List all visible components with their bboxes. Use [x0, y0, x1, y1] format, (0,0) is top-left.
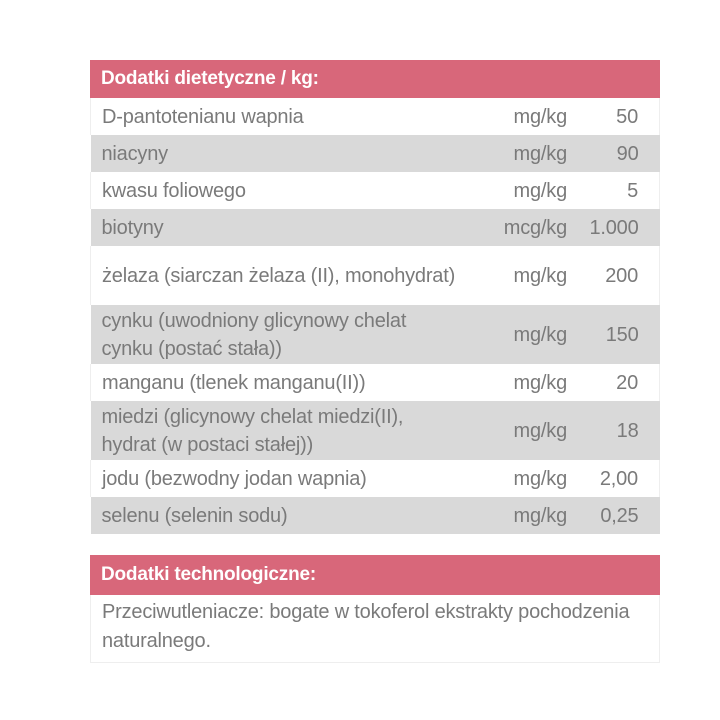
- ingredient-name: miedzi (glicynowy chelat miedzi(II), hydrat (w postaci stałej)): [91, 401, 458, 460]
- ingredient-unit: mg/kg: [457, 305, 581, 364]
- ingredient-unit: mg/kg: [457, 460, 581, 497]
- ingredient-unit: mg/kg: [457, 172, 581, 209]
- ingredient-name: selenu (selenin sodu): [91, 497, 458, 534]
- ingredient-value: 18: [581, 401, 660, 460]
- table-row: [91, 364, 660, 401]
- ingredient-name: cynku (uwodniony glicynowy chelat cynku (postać stała)): [91, 305, 458, 364]
- table-row: [91, 246, 660, 305]
- ingredient-unit: mg/kg: [457, 497, 581, 534]
- ingredient-unit: mg/kg: [457, 246, 581, 305]
- ingredient-name: niacyny: [91, 135, 458, 172]
- ingredient-unit: mcg/kg: [457, 209, 581, 246]
- ingredient-value: 50: [581, 98, 660, 135]
- ingredient-name: kwasu foliowego: [91, 172, 458, 209]
- technological-additives-panel: [90, 555, 660, 663]
- ingredient-name: manganu (tlenek manganu(II)): [91, 364, 458, 401]
- dietary-additives-header: Dodatki dietetyczne / kg:: [90, 60, 660, 98]
- ingredient-value: 90: [581, 135, 660, 172]
- ingredient-name: jodu (bezwodny jodan wapnia): [91, 460, 458, 497]
- ingredient-value: 20: [581, 364, 660, 401]
- table-row: [91, 460, 660, 497]
- table-row: [91, 209, 660, 246]
- ingredient-name: D-pantotenianu wapnia: [91, 98, 458, 135]
- ingredient-value: 150: [581, 305, 660, 364]
- ingredient-value: 2,00: [581, 460, 660, 497]
- table-row: [91, 98, 660, 135]
- ingredient-unit: mg/kg: [457, 135, 581, 172]
- ingredient-unit: mg/kg: [457, 401, 581, 460]
- table-row: [91, 172, 660, 209]
- technological-additives-header: Dodatki technologiczne:: [90, 555, 660, 595]
- dietary-additives-table: [90, 98, 660, 534]
- ingredient-name: żelaza (siarczan żelaza (II), monohydrat): [91, 246, 458, 305]
- ingredient-unit: mg/kg: [457, 98, 581, 135]
- table-row: [91, 135, 660, 172]
- table-row: [91, 305, 660, 364]
- table-row: [91, 401, 660, 460]
- ingredient-unit: mg/kg: [457, 364, 581, 401]
- ingredient-value: 1.000: [581, 209, 660, 246]
- dietary-additives-panel: [90, 60, 660, 534]
- ingredient-value: 200: [581, 246, 660, 305]
- technological-additives-text: Przeciwutleniacze: bogate w tokoferol ekstrakty pochodzenia naturalnego.: [90, 595, 660, 663]
- table-row: [91, 497, 660, 534]
- ingredient-value: 0,25: [581, 497, 660, 534]
- ingredient-name: biotyny: [91, 209, 458, 246]
- ingredient-value: 5: [581, 172, 660, 209]
